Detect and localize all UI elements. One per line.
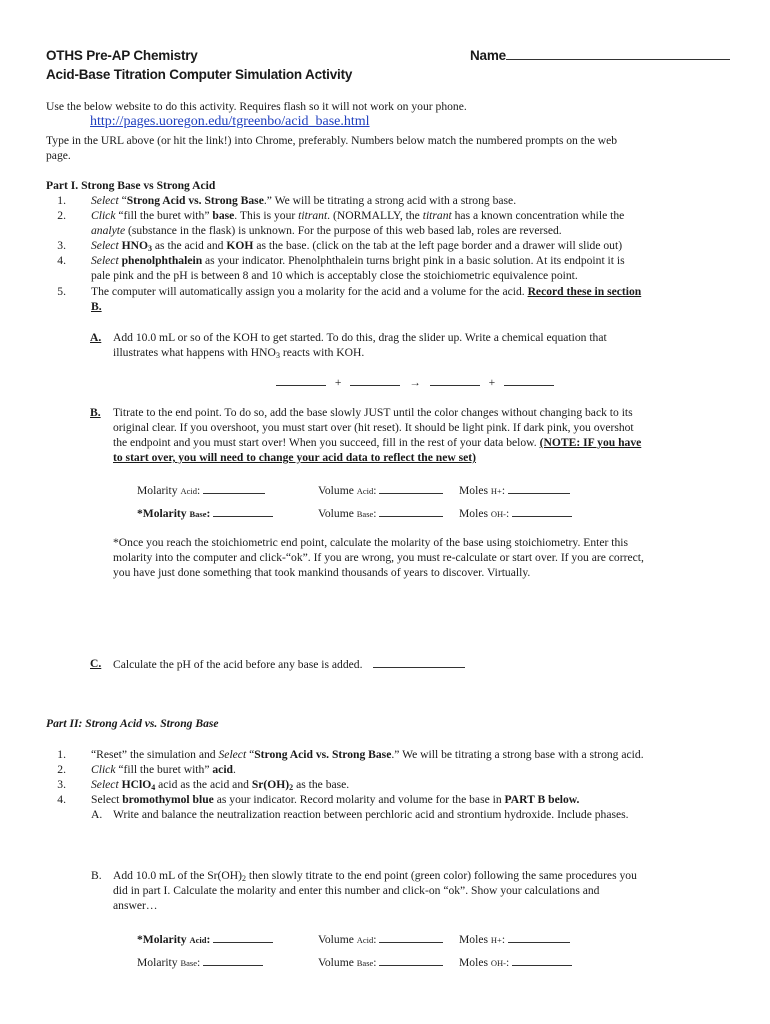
arrow-icon: → <box>409 376 421 389</box>
field-label: Volume <box>318 933 357 946</box>
name-label: Name <box>470 48 506 63</box>
molarity-base-field: *Molarity Base: <box>137 505 273 522</box>
click-word: Click <box>91 209 116 222</box>
name-field[interactable] <box>470 48 730 63</box>
field-label: Moles <box>459 507 491 520</box>
step-number: 1. <box>57 748 66 761</box>
step-text: as the acid and <box>152 239 227 252</box>
step-text: as your indicator. Phenolphthalein turns bright pink in a basic solution. At its endpoint it is <box>202 254 625 267</box>
step-text: (substance in the flask) is unknown. For the purpose of this web based lab, roles are reversed. <box>125 224 562 237</box>
step-text: Add 10.0 mL of the Sr(OH) <box>113 869 243 882</box>
indicator-name: phenolphthalein <box>121 254 203 267</box>
step-text: The computer will automatically assign you a molarity for the acid and a volume for the acid. <box>91 285 528 298</box>
titrant-word: titrant <box>422 209 452 222</box>
section-b-line-4: to start over, you will need to change your acid data to reflect the new set) <box>113 451 477 464</box>
step-number: 5. <box>57 285 66 298</box>
step-text: as the base. <box>293 778 350 791</box>
part1-step-4-cont: pale pink and the pH is between 8 and 10 which is acceptably close the stoichiometric equivalence point. <box>91 269 578 282</box>
intro-line-1: Use the below website to do this activity. Requires flash so it will not work on your phone. <box>46 100 467 113</box>
equation-prompt: illustrates what happens with HNO <box>113 346 276 359</box>
molarity-acid-blank[interactable] <box>203 482 265 494</box>
field-sub: H+ <box>490 935 502 945</box>
name-blank[interactable] <box>506 48 730 60</box>
field-sub: H+ <box>490 486 502 496</box>
step-number: 2. <box>57 209 66 222</box>
step-number: 2. <box>57 763 66 776</box>
step-text: “fill the buret with” <box>115 209 213 222</box>
base-formula-subscript: 2 <box>289 783 294 792</box>
field-label: Volume <box>318 507 357 520</box>
note-line-2: molarity into the computer and click-“ok”. If you are wrong, you must re-calculate or start over. If you are correct, <box>113 551 644 564</box>
activity-title: Acid-Base Titration Computer Simulation Activity <box>46 67 353 82</box>
record-instruction: Record these in section <box>527 285 642 298</box>
reactant-1-blank[interactable] <box>276 374 326 386</box>
field-label: Volume <box>318 484 357 497</box>
field-label: Moles <box>459 484 491 497</box>
part2-section-b-line-3: answer… <box>113 899 158 912</box>
section-a-text: Write and balance the neutralization reaction between perchloric acid and strontium hydroxide. Include phases. <box>113 808 629 821</box>
quote-open: “ <box>246 748 255 761</box>
acid-formula: HNO <box>121 239 149 252</box>
p2-molarity-base-blank[interactable] <box>203 954 263 966</box>
field-label: Moles <box>459 933 491 946</box>
field-sub: Base <box>356 958 374 968</box>
step-number: 4. <box>57 793 66 806</box>
equation-blanks <box>276 374 554 390</box>
volume-acid-blank[interactable] <box>379 482 443 494</box>
p2-molarity-acid-blank[interactable] <box>213 931 273 943</box>
part1-heading: Part I. Strong Base vs Strong Acid <box>46 179 216 192</box>
step-number: 1. <box>57 194 66 207</box>
part-b-reference: PART B below. <box>504 793 580 806</box>
equation-prompt-end: reacts with KOH. <box>279 346 365 359</box>
section-c-label: C. <box>90 657 102 670</box>
plus-sign: + <box>488 376 496 389</box>
section-b-label: B. <box>90 406 101 419</box>
p2-moles-oh-blank[interactable] <box>512 954 572 966</box>
analyte-word: analyte <box>91 224 126 237</box>
step-text: . (NORMALLY, the <box>327 209 423 222</box>
section-c-text <box>113 656 465 672</box>
select-word: Select <box>218 748 247 761</box>
ph-prompt: Calculate the pH of the acid before any base is added. <box>113 658 363 671</box>
section-a-line-1: Add 10.0 mL or so of the KOH to get started. To do this, drag the slider up. Write a chemical equation that <box>113 331 607 344</box>
field-sub: OH- <box>490 958 506 968</box>
note-text: (NOTE: IF you have <box>539 436 642 449</box>
step-text: . This is your <box>234 209 299 222</box>
volume-base-blank[interactable] <box>379 505 443 517</box>
base-formula: Sr(OH) <box>251 778 290 791</box>
field-sub: Acid <box>356 486 374 496</box>
simulation-link[interactable]: http://pages.uoregon.edu/tgreenbo/acid_base.html <box>90 114 370 129</box>
subscript: 3 <box>275 351 280 360</box>
reactant-2-blank[interactable] <box>350 374 400 386</box>
simulation-name: Strong Acid vs. Strong Base <box>126 194 264 207</box>
part2-section-a <box>91 807 629 822</box>
ph-blank[interactable] <box>373 656 465 668</box>
part2-section-b-label: B. <box>91 869 102 882</box>
part2-section-b-line-2: did in part I. Calculate the molarity and enter this number and click-on “ok”. Show your calculations and <box>113 884 600 897</box>
quote-open: “ <box>118 194 127 207</box>
field-sub: Acid <box>356 935 374 945</box>
p2-moles-h-blank[interactable] <box>508 931 570 943</box>
field-sub: Acid <box>189 935 207 945</box>
select-word: Select <box>91 194 119 207</box>
step-number: 3. <box>57 778 66 791</box>
step-text: as your indicator. Record molarity and volume for the base in <box>213 793 505 806</box>
step-text: then slowly titrate to the end point (green color) following the same procedures you <box>246 869 637 882</box>
molarity-acid-field: Molarity Acid: <box>137 482 265 499</box>
period: . <box>233 763 236 776</box>
acid-formula: HClO <box>121 778 152 791</box>
subscript: 2 <box>242 874 247 883</box>
titrant-word: titrant <box>298 209 328 222</box>
field-sub: OH- <box>490 509 506 519</box>
part2-heading: Part II: Strong Acid vs. Strong Base <box>46 717 219 730</box>
p2-volume-base-field: Volume Base: <box>318 954 443 971</box>
part1-step-2-cont <box>91 223 562 238</box>
base-formula: KOH <box>226 239 254 252</box>
p2-volume-acid-blank[interactable] <box>379 931 443 943</box>
select-word: Select <box>91 254 119 267</box>
intro-line-2: Type in the URL above (or hit the link!) into Chrome, preferably. Numbers below match the numbered prompts on the web <box>46 134 618 147</box>
moles-oh-field: Moles OH-: <box>459 505 572 522</box>
field-label: Volume <box>318 956 357 969</box>
step-text: “fill the buret with” <box>115 763 213 776</box>
field-label: *Molarity <box>137 507 190 520</box>
step-text: acid as the acid and <box>155 778 252 791</box>
product-2-blank[interactable] <box>504 374 554 386</box>
step-text: .” We will be titrating a strong acid with a strong base. <box>263 194 517 207</box>
field-label: Moles <box>459 956 491 969</box>
course-title: OTHS Pre-AP Chemistry <box>46 48 198 63</box>
moles-h-blank[interactable] <box>508 482 570 494</box>
section-b-line-3 <box>113 435 641 450</box>
note-line-1: *Once you reach the stoichiometric end point, calculate the molarity of the base using stoichiometry. Enter this <box>113 536 629 549</box>
section-a-label: A. <box>90 331 102 344</box>
p2-moles-h-field: Moles H+: <box>459 931 570 948</box>
base-word: base <box>212 209 235 222</box>
step-number: 4. <box>57 254 66 267</box>
volume-base-field: Volume Base: <box>318 505 443 522</box>
plus-sign: + <box>334 376 342 389</box>
step-text: “Reset” the simulation and <box>91 748 219 761</box>
p2-molarity-base-field: Molarity Base: <box>137 954 263 971</box>
step-text: Select <box>91 793 123 806</box>
section-a-line-2 <box>113 345 364 363</box>
acid-formula-subscript: 4 <box>151 783 156 792</box>
moles-h-field: Moles H+: <box>459 482 570 499</box>
section-b-line-2: original clear. If you overshoot, you must start over (hit reset). It should be light pink. If dark pink, you overshot <box>113 421 634 434</box>
simulation-name: Strong Acid vs. Strong Base <box>254 748 392 761</box>
p2-volume-acid-field: Volume Acid: <box>318 931 443 948</box>
step-text: the endpoint and you must start over! When you succeed, fill in the rest of your data below. <box>113 436 540 449</box>
molarity-base-blank[interactable] <box>213 505 273 517</box>
product-1-blank[interactable] <box>430 374 480 386</box>
field-sub: Acid <box>180 486 198 496</box>
indicator-name: bromothymol blue <box>122 793 214 806</box>
field-sub: Base <box>189 509 207 519</box>
select-word: Select <box>91 239 119 252</box>
field-label: Molarity <box>137 484 181 497</box>
volume-acid-field: Volume Acid: <box>318 482 443 499</box>
p2-moles-oh-field: Moles OH-: <box>459 954 572 971</box>
field-label: *Molarity <box>137 933 190 946</box>
acid-word: acid <box>212 763 233 776</box>
click-word: Click <box>91 763 116 776</box>
acid-formula-subscript: 3 <box>148 244 153 253</box>
section-a-label: A. <box>91 808 103 821</box>
field-label: Molarity <box>137 956 181 969</box>
p2-volume-base-blank[interactable] <box>379 954 443 966</box>
note-line-3: you have just done something that took mankind thousands of years to discover. Virtually. <box>113 566 531 579</box>
select-word: Select <box>91 778 119 791</box>
intro-line-3: page. <box>46 149 71 162</box>
step-text: has a known concentration while the <box>451 209 625 222</box>
field-sub: Base <box>356 509 374 519</box>
part1-step-5-cont: B. <box>91 300 102 313</box>
moles-oh-blank[interactable] <box>512 505 572 517</box>
step-text: .” We will be titrating a strong base with a strong acid. <box>391 748 644 761</box>
step-text: as the base. (click on the tab at the left page border and a drawer will slide out) <box>253 239 623 252</box>
field-sub: Base <box>180 958 198 968</box>
step-number: 3. <box>57 239 66 252</box>
section-b-line-1: Titrate to the end point. To do so, add the base slowly JUST until the color changes without changing back to its <box>113 406 633 419</box>
p2-molarity-acid-field: *Molarity Acid: <box>137 931 273 948</box>
